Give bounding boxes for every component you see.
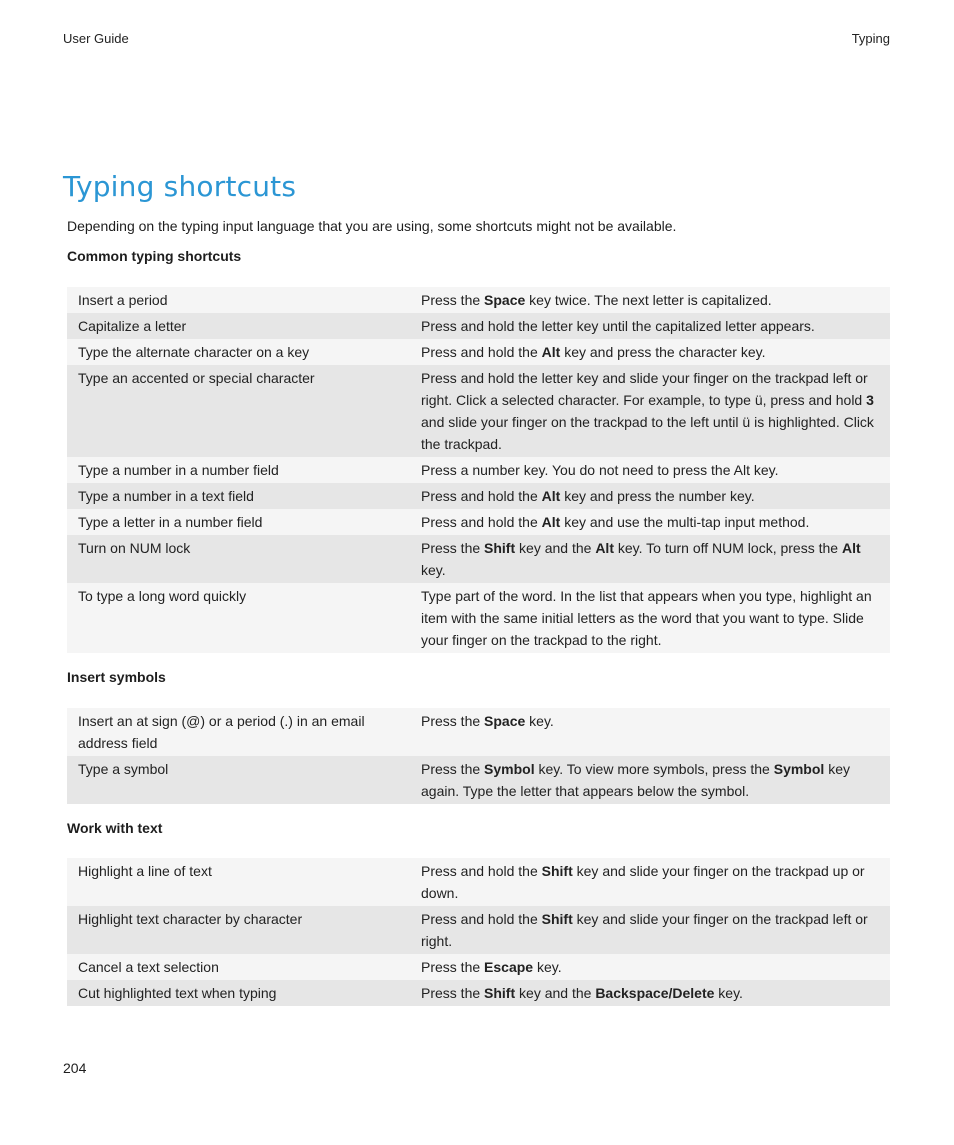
key-name: Shift [541, 911, 573, 927]
description-text: and slide your finger on the trackpad to the left until ü is highlighted. Click the trackpad. [421, 414, 874, 452]
table-row [67, 906, 890, 954]
table-row [67, 708, 890, 756]
key-name: Symbol [773, 761, 825, 777]
table-row [67, 583, 890, 653]
shortcut-action: Type a number in a text field [67, 483, 404, 509]
table-row [67, 483, 890, 509]
shortcut-action: Capitalize a letter [67, 313, 404, 339]
table-row [67, 313, 890, 339]
section-title: Work with text [67, 820, 163, 836]
shortcut-description [404, 509, 890, 535]
shortcut-action: Type a symbol [67, 756, 404, 804]
shortcut-action: To type a long word quickly [67, 583, 404, 653]
shortcut-description [404, 756, 890, 804]
description-text: Press and hold the [421, 863, 542, 879]
shortcut-action: Type the alternate character on a key [67, 339, 404, 365]
description-text: Press and hold the letter key until the capitalized letter appears. [421, 318, 815, 334]
shortcut-description [404, 535, 890, 583]
shortcut-description [404, 365, 890, 457]
description-text: key and the [515, 540, 596, 556]
key-name: Alt [541, 514, 561, 530]
table-row [67, 365, 890, 457]
table-row [67, 756, 890, 804]
shortcuts-table [67, 708, 890, 804]
description-text: Press the [421, 985, 485, 1001]
key-name: Escape [484, 959, 534, 975]
shortcut-description [404, 287, 890, 313]
shortcut-action: Cancel a text selection [67, 954, 404, 980]
description-text: key and slide your finger on the trackpad left or right. [421, 911, 868, 949]
shortcut-description [404, 583, 890, 653]
key-name: Shift [484, 540, 516, 556]
shortcut-description [404, 980, 890, 1006]
key-name: Backspace/Delete [595, 985, 715, 1001]
description-text: key. [421, 562, 446, 578]
shortcut-description [404, 858, 890, 906]
shortcuts-table [67, 858, 890, 1006]
description-text: Press and hold the [421, 911, 542, 927]
description-text: Press and hold the [421, 488, 542, 504]
key-name: Alt [841, 540, 861, 556]
key-name: 3 [866, 392, 874, 408]
section-title: Insert symbols [67, 669, 166, 685]
description-text: key again. Type the letter that appears below the symbol. [421, 761, 850, 799]
description-text: key and use the multi-tap input method. [560, 514, 810, 530]
table-row [67, 535, 890, 583]
shortcut-description [404, 457, 890, 483]
header-guide-title: User Guide [63, 31, 129, 46]
shortcut-action: Type a letter in a number field [67, 509, 404, 535]
description-text: Press and hold the [421, 514, 542, 530]
section-title: Common typing shortcuts [67, 248, 242, 264]
shortcut-action: Turn on NUM lock [67, 535, 404, 583]
table-row [67, 457, 890, 483]
description-text: Press the [421, 761, 485, 777]
header-chapter-title: Typing [851, 31, 890, 46]
description-text: Type part of the word. In the list that appears when you type, highlight an item with the same initial letters as the word that you want to type. Slide your finger on the trackpad to the right. [421, 588, 872, 648]
description-text: key and slide your finger on the trackpad up or down. [421, 863, 865, 901]
shortcut-description [404, 483, 890, 509]
shortcut-action: Cut highlighted text when typing [67, 980, 404, 1006]
key-name: Shift [484, 985, 516, 1001]
description-text: Press the [421, 292, 485, 308]
key-name: Alt [541, 344, 561, 360]
shortcut-description [404, 339, 890, 365]
section-work-with-text [67, 818, 890, 1006]
description-text: Press and hold the [421, 344, 542, 360]
description-text: key and the [515, 985, 596, 1001]
page-title: Typing shortcuts [63, 170, 297, 203]
shortcut-description [404, 313, 890, 339]
shortcut-action: Insert an at sign (@) or a period (.) in an email address field [67, 708, 404, 756]
page-number: 204 [63, 1060, 87, 1076]
shortcut-description [404, 708, 890, 756]
description-text: key. [714, 985, 743, 1001]
shortcut-action: Type an accented or special character [67, 365, 404, 457]
key-name: Space [484, 292, 526, 308]
description-text: key. To turn off NUM lock, press the [613, 540, 842, 556]
key-name: Alt [595, 540, 614, 556]
key-name: Shift [541, 863, 573, 879]
table-row [67, 954, 890, 980]
table-row [67, 980, 890, 1006]
shortcut-action: Insert a period [67, 287, 404, 313]
shortcut-action: Highlight text character by character [67, 906, 404, 954]
key-name: Space [484, 713, 526, 729]
description-text: key and press the number key. [560, 488, 755, 504]
shortcuts-table [67, 287, 890, 653]
shortcut-action: Highlight a line of text [67, 858, 404, 906]
intro-paragraph: Depending on the typing input language that you are using, some shortcuts might not be available. [67, 218, 677, 234]
description-text: Press and hold the letter key and slide your finger on the trackpad left or right. Click a selected character. For example, to type ü, press and hold [421, 370, 868, 408]
description-text: key. [525, 713, 554, 729]
section-insert-symbols [67, 667, 890, 804]
description-text: Press the [421, 540, 485, 556]
shortcut-action: Type a number in a number field [67, 457, 404, 483]
description-text: key. [533, 959, 562, 975]
key-name: Alt [541, 488, 561, 504]
table-row [67, 509, 890, 535]
description-text: key. To view more symbols, press the [534, 761, 774, 777]
section-common-typing-shortcuts [67, 246, 890, 653]
description-text: key twice. The next letter is capitalized. [525, 292, 772, 308]
shortcut-description [404, 906, 890, 954]
table-row [67, 858, 890, 906]
description-text: Press a number key. You do not need to press the Alt key. [421, 462, 779, 478]
table-row [67, 339, 890, 365]
table-row [67, 287, 890, 313]
key-name: Symbol [484, 761, 535, 777]
description-text: key and press the character key. [560, 344, 766, 360]
description-text: Press the [421, 713, 485, 729]
description-text: Press the [421, 959, 485, 975]
shortcut-description [404, 954, 890, 980]
